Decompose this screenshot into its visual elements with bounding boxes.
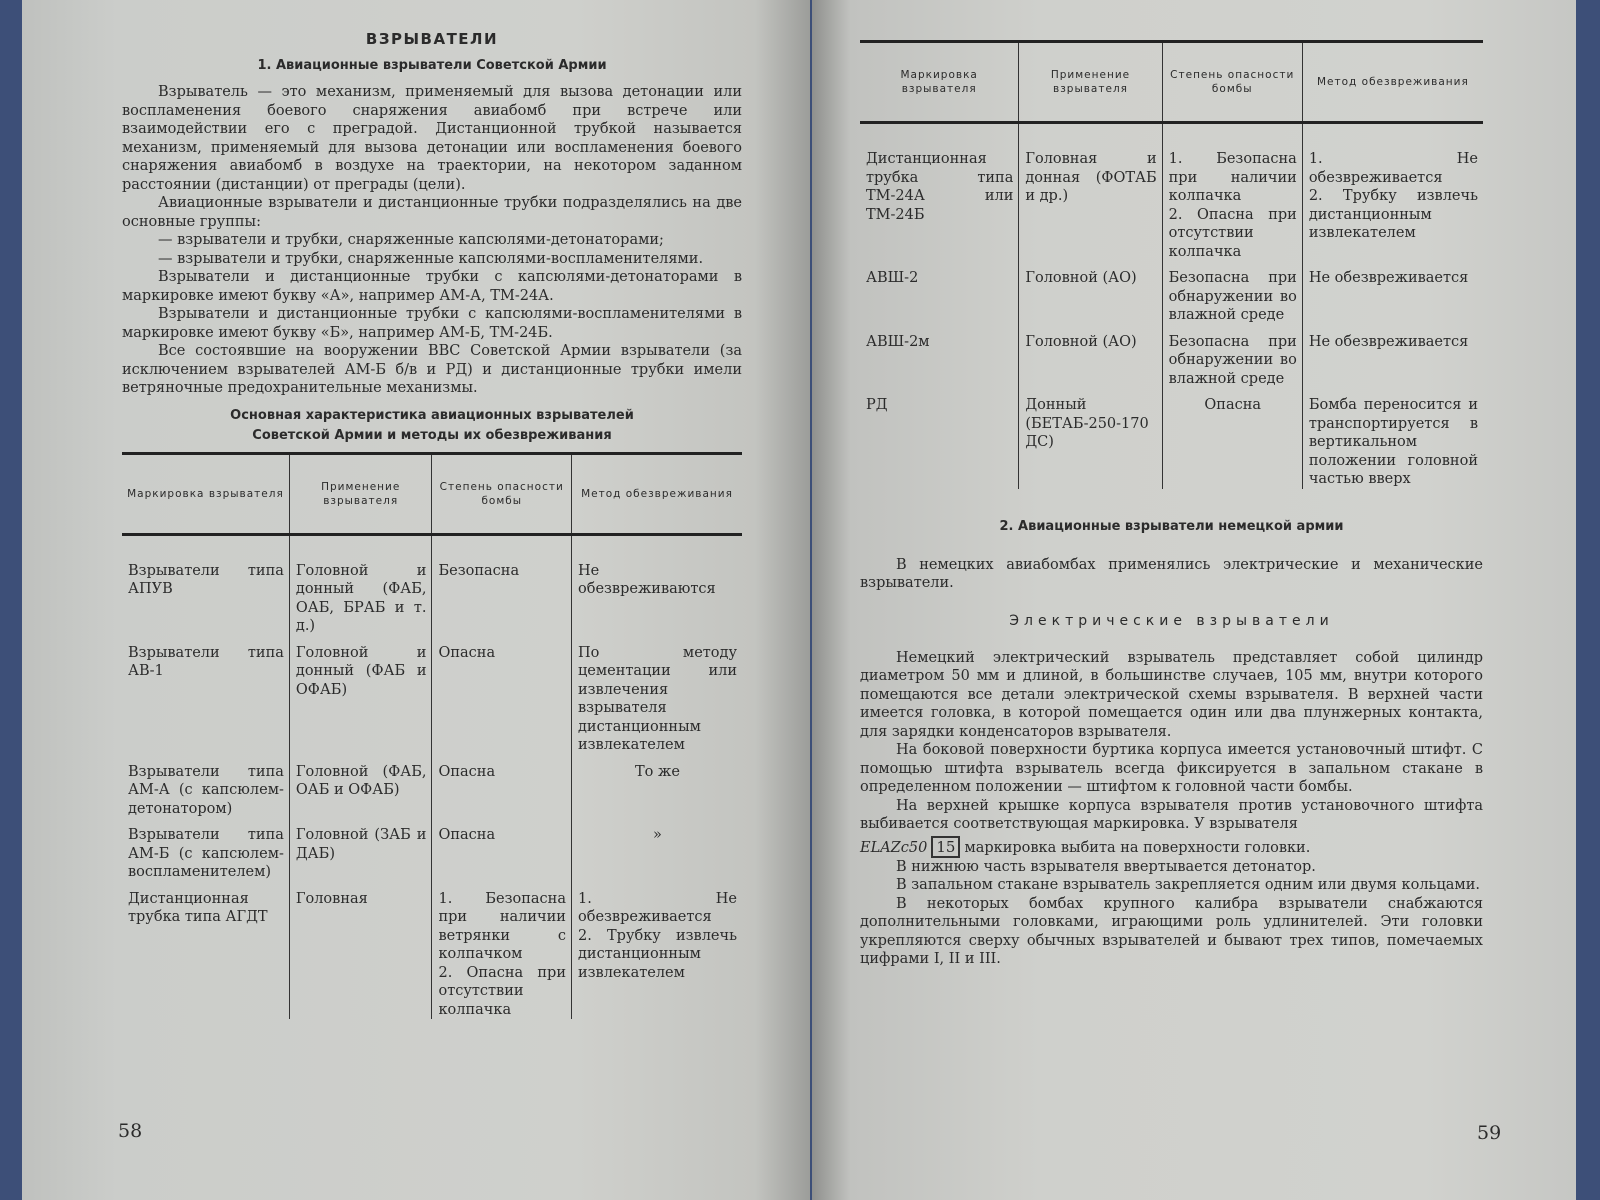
table-row: [122, 818, 742, 882]
paragraph: В некоторых бомбах крупного калибра взрыватели снабжаются дополнительными головками, играющими роль удлинителей. Эти головки укрепляются сверху обычных взрывателей и бывают трех типов, помечаемых цифрами I, II и III.: [860, 895, 1483, 967]
column-header: Степень опасности бомбы: [432, 453, 572, 534]
paragraph: — взрыватели и трубки, снаряженные капсюлями-детонаторами;: [158, 232, 664, 248]
paragraph: Взрыватели и дистанционные трубки с капсюлями-детонаторами в маркировке имеют букву «А», например АМ-А, ТМ-24А.: [122, 269, 742, 304]
table-row: [122, 882, 742, 1020]
table-cell: »: [571, 818, 742, 882]
table-cell: Опасна: [1162, 388, 1302, 489]
table-header-row: [122, 453, 742, 534]
page-heading: ВЗРЫВАТЕЛИ: [365, 30, 499, 48]
table-cell: Безопасна: [432, 534, 572, 636]
table-cell: Опасна: [432, 818, 572, 882]
marking-suffix: маркировка выбита на поверхности головки.: [964, 839, 1311, 856]
paragraph: В нижнюю часть взрывателя ввертывается детонатор.: [896, 858, 1316, 875]
table-row: [860, 325, 1483, 389]
right-page-content: [860, 40, 1483, 969]
column-header: Применение взрывателя: [289, 453, 432, 534]
paragraph: Взрыватели и дистанционные трубки с капсюлями-воспламенителями в маркировке имеют букву «Б», например АМ-Б, ТМ-24Б.: [122, 306, 742, 341]
table-cell: Не обезвреживается: [1302, 261, 1483, 325]
table-row: [860, 123, 1483, 262]
table-cell: Взрыватели типа АВ-1: [128, 644, 284, 679]
section-title: 1. Авиационные взрыватели Советской Армии: [257, 58, 607, 73]
table-row: [122, 755, 742, 819]
paragraph: — взрыватели и трубки, снаряженные капсюлями-воспламенителями.: [158, 250, 704, 267]
table-cell: По методу цементации или извлечения взрывателя дистанционным извлекателем: [571, 636, 742, 755]
paragraph: На верхней крышке корпуса взрывателя против установочного штифта выбивается соответствующая маркировка. У взрывателя: [860, 797, 1483, 832]
table-cell: Головной и донный (ФАБ, ОАБ, БРАБ и т. д.): [289, 534, 432, 636]
paragraph: Взрыватель — это механизм, применяемый для вызова детонации или воспламенения боевого снаряжения авиабомб при встрече или взаимодействии его с преградой. Дистанционной трубкой называется механизм, применяемый для вызова детонации или воспламенения боевого снаряжения авиабомб в воздухе на траектории, на некотором заданном расстоянии (дистанции) от преграды (цели).: [122, 84, 742, 193]
table-cell: Донный (БЕТАБ-250-170 ДС): [1019, 388, 1162, 489]
paragraph: Все состоявшие на вооружении ВВС Советской Армии взрыватели (за исключением взрывателей АМ-Б б/в и РД) и дистанционные трубки имели ветряночные предохранительные механизмы.: [122, 343, 742, 396]
table-row: [860, 261, 1483, 325]
paragraph: Немецкий электрический взрыватель представляет собой цилиндр диаметром 50 мм и длиной, в большинстве случаев, 105 мм, внутри которого помещаются все детали электрической схемы взрывателя. В верхней части имеется головка, в которой помещается один или два плунжерных контакта, для зарядки конденсаторов взрывателя.: [860, 649, 1483, 740]
subsection-title: Электрические взрыватели: [1009, 612, 1334, 629]
section-title: 2. Авиационные взрыватели немецкой армии: [999, 518, 1344, 534]
table-cell: Головной и донный (ФАБ и ОФАБ): [289, 636, 432, 755]
table-cell: Головная: [289, 882, 432, 1020]
marking-prefix: ELAZc50: [860, 839, 928, 856]
table-row: [860, 388, 1483, 489]
marking-line: [860, 836, 1483, 858]
table-cell: Бомба переносится и транспортируется в вертикальном положении головной частью вверх: [1302, 388, 1483, 489]
table-cell: Взрыватели типа АМ-Б (с капсюлем-воспламенителем): [128, 827, 284, 880]
table-cell: РД: [866, 397, 888, 413]
column-header: Применение взрывателя: [1019, 42, 1162, 123]
left-page-content: [122, 30, 742, 1019]
table-title: [122, 406, 742, 446]
table-row: [122, 534, 742, 636]
column-header: Маркировка взрывателя: [860, 42, 1019, 123]
table-cell: Головная и донная (ФОТАБ и др.): [1019, 123, 1162, 262]
table-cell: 1. Безопасна при наличии колпачка 2. Опасна при отсутствии колпачка: [1162, 123, 1302, 262]
table-cell: Дистанционная трубка типа ТМ-24А или ТМ-24Б: [866, 151, 1014, 223]
column-header: Маркировка взрывателя: [122, 453, 289, 534]
table-cell: Взрыватели типа АМ-А (с капсюлем-детонатором): [128, 763, 284, 817]
right-page: [812, 0, 1576, 1200]
fuse-table-left: [122, 452, 742, 1020]
marking-box: 15: [931, 836, 960, 858]
paragraph: Авиационные взрыватели и дистанционные трубки подразделялись на две основные группы:: [122, 195, 742, 230]
table-cell: Взрыватели типа АПУВ: [128, 562, 284, 597]
page-number: 58: [118, 1120, 143, 1142]
table-header-row: [860, 42, 1483, 123]
table-cell: Головной (АО): [1019, 261, 1162, 325]
table-cell: Не обезвреживаются: [571, 534, 742, 636]
paragraph: В немецких авиабомбах применялись электрические и механические взрыватели.: [860, 556, 1483, 591]
table-cell: Дистанционная трубка типа АГДТ: [128, 890, 268, 925]
paragraph: В запальном стакане взрыватель закрепляется одним или двумя кольцами.: [896, 877, 1480, 893]
page-number: 59: [1477, 1122, 1502, 1144]
table-cell: То же: [571, 755, 742, 819]
table-cell: Головной (ЗАБ и ДАБ): [289, 818, 432, 882]
column-header: Метод обезвреживания: [1302, 42, 1483, 123]
table-cell: АВШ-2: [866, 270, 919, 286]
fuse-table-right: [860, 40, 1483, 489]
column-header: Метод обезвреживания: [571, 453, 742, 534]
table-cell: Безопасна при обнаружении во влажной среде: [1162, 261, 1302, 325]
table-cell: Опасна: [432, 636, 572, 755]
table-cell: Головной (АО): [1019, 325, 1162, 389]
table-cell: АВШ-2м: [866, 333, 930, 350]
table-cell: Головной (ФАБ, ОАБ и ОФАБ): [289, 755, 432, 819]
left-page: [22, 0, 810, 1200]
table-cell: 1. Не обезвреживается 2. Трубку извлечь дистанционным извлекателем: [1302, 123, 1483, 262]
table-cell: Безопасна при обнаружении во влажной среде: [1162, 325, 1302, 389]
table-title-line: Основная характеристика авиационных взрывателей: [230, 407, 634, 423]
table-title-line: Советской Армии и методы их обезвреживания: [252, 427, 612, 443]
table-row: [122, 636, 742, 755]
table-cell: 1. Не обезвреживается 2. Трубку извлечь дистанционным извлекателем: [571, 882, 742, 1020]
table-cell: Опасна: [432, 755, 572, 819]
column-header: Степень опасности бомбы: [1162, 42, 1302, 123]
table-cell: 1. Безопасна при наличии ветрянки с колпачком 2. Опасна при отсутствии колпачка: [432, 882, 572, 1020]
table-cell: Не обезвреживается: [1302, 325, 1483, 389]
paragraph: На боковой поверхности буртика корпуса имеется установочный штифт. С помощью штифта взрыватель всегда фиксируется в запальном стакане в определенном положении — штифтом к головной части бомбы.: [860, 742, 1483, 795]
